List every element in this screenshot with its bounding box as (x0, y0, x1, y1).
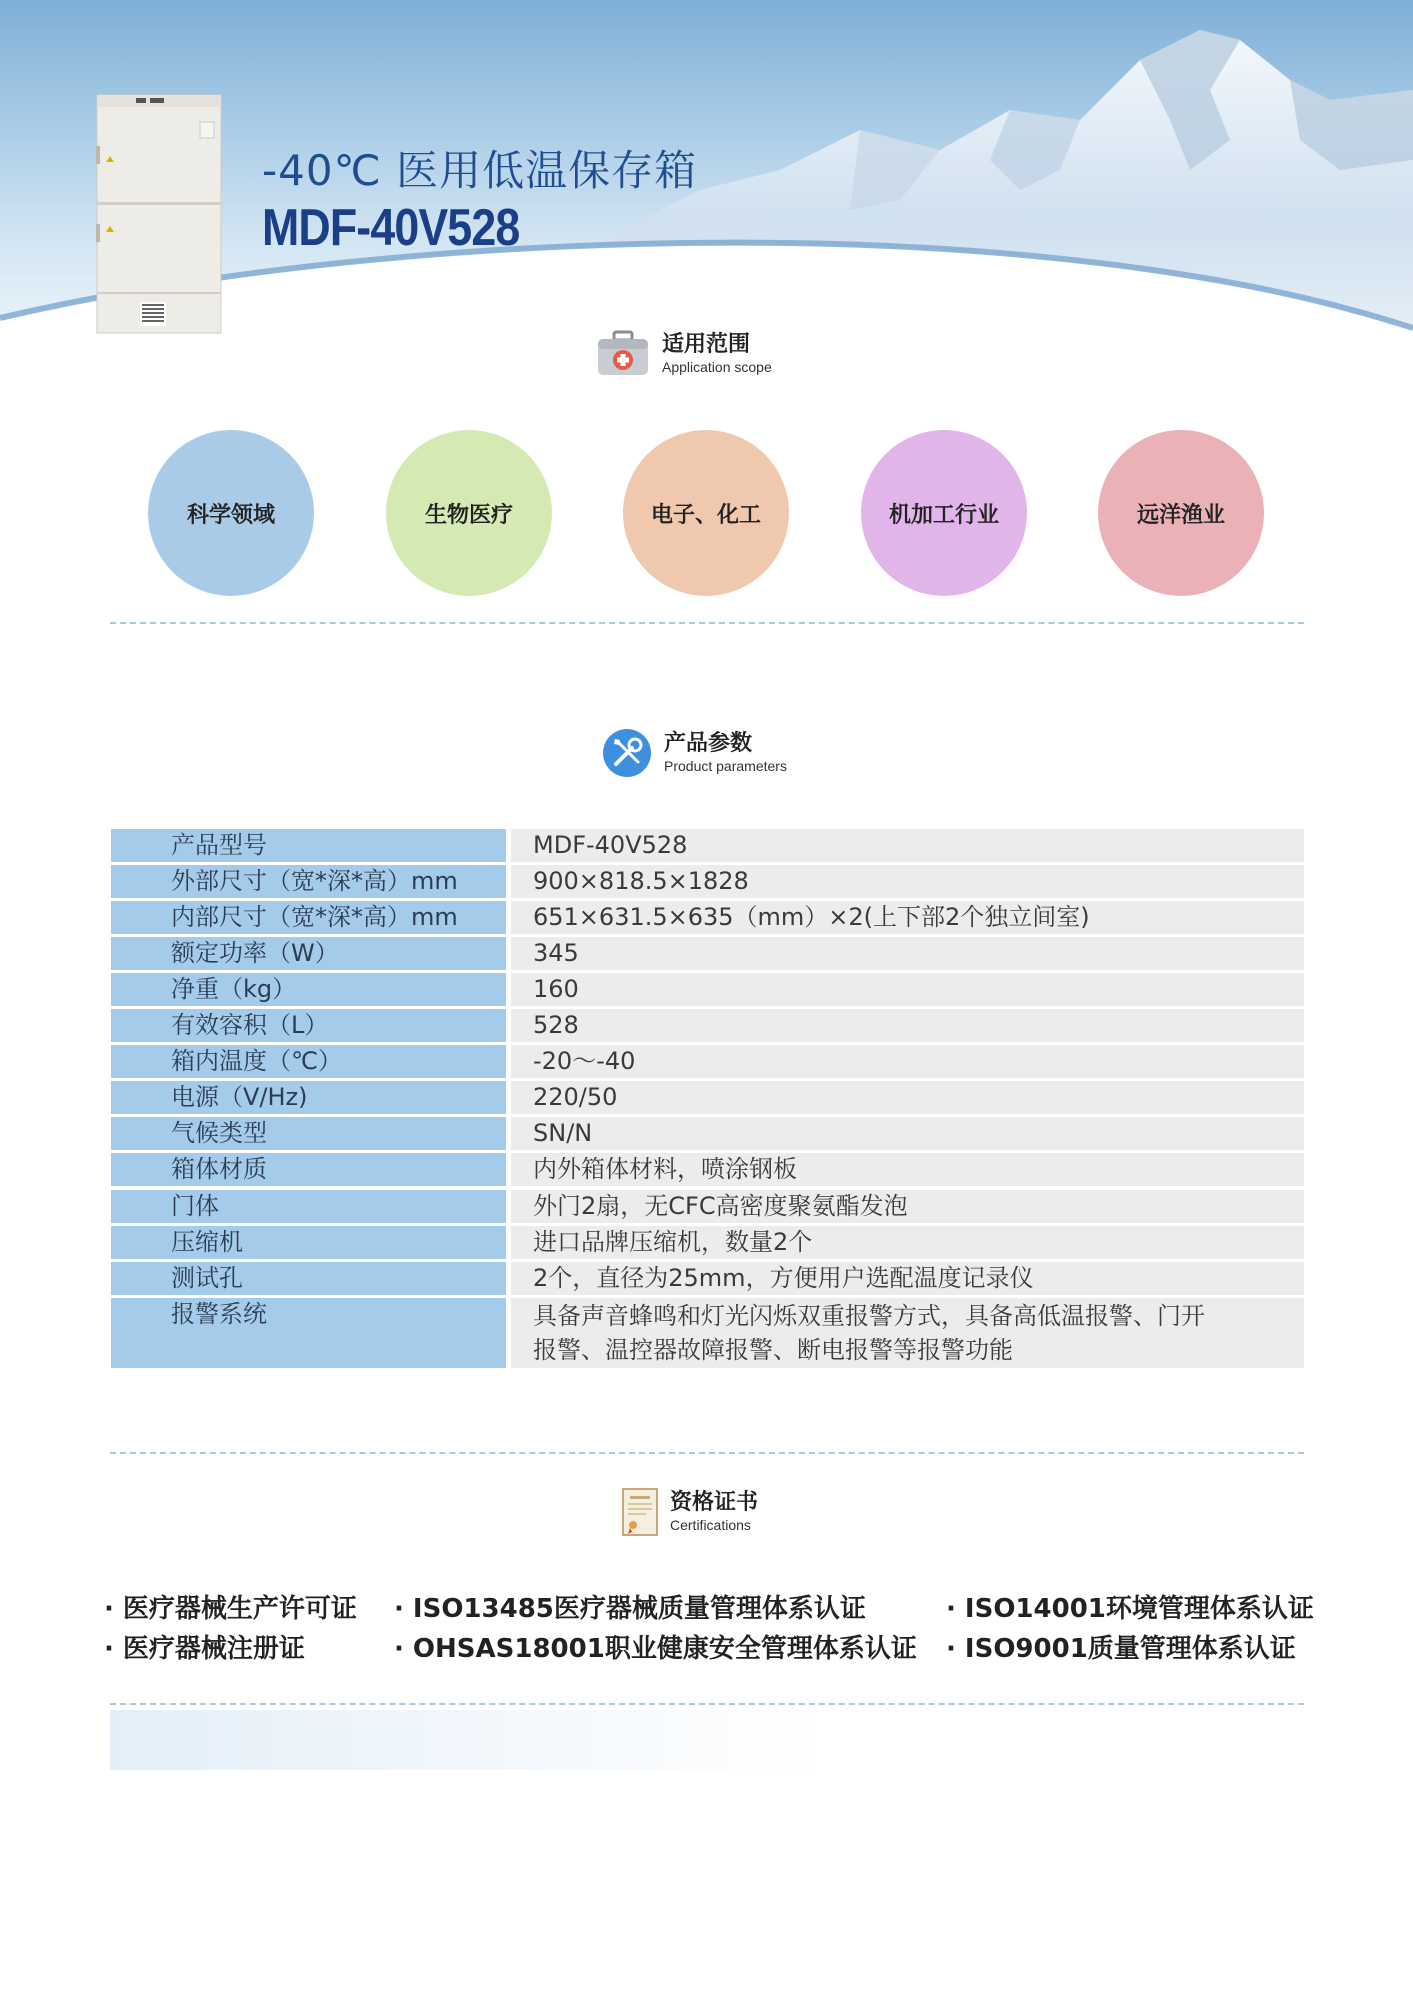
application-circle-fishery: 远洋渔业 (1098, 430, 1264, 596)
certifications-heading-cn: 资格证书 (670, 1490, 759, 1515)
param-label: 外部尺寸（宽*深*高）mm (111, 865, 506, 898)
param-value: 345 (511, 937, 1304, 970)
certifications-heading-en: Certifications (670, 1517, 751, 1533)
cert-item: · ISO9001质量管理体系认证 (946, 1634, 1296, 1664)
table-row (111, 829, 1304, 862)
application-circle-science: 科学领域 (148, 430, 314, 596)
alarm-line-1: 具备声音蜂鸣和灯光闪烁双重报警方式，具备高低温报警、门开 (533, 1302, 1205, 1330)
param-label: 额定功率（W） (111, 937, 506, 970)
medical-kit-icon (596, 330, 650, 378)
param-label: 压缩机 (111, 1226, 506, 1259)
param-label: 箱内温度（℃） (111, 1045, 506, 1078)
application-heading-cn: 适用范围 (662, 332, 751, 357)
param-value: 外门2扇，无CFC高密度聚氨酯发泡 (511, 1190, 1304, 1223)
application-circle-biomedical: 生物医疗 (386, 430, 552, 596)
certifications-heading (622, 1488, 758, 1536)
product-model: MDF-40V528 (262, 199, 520, 257)
cert-item: · ISO14001环境管理体系认证 (946, 1594, 1314, 1624)
table-row (111, 1081, 1304, 1114)
decorative-fade (110, 1710, 1304, 1770)
parameters-heading-cn: 产品参数 (664, 731, 753, 756)
param-label: 报警系统 (111, 1298, 506, 1368)
parameters-heading-en: Product parameters (664, 758, 787, 774)
table-row (111, 937, 1304, 970)
table-row (111, 865, 1304, 898)
param-label: 内部尺寸（宽*深*高）mm (111, 901, 506, 934)
application-heading (596, 330, 772, 378)
header-banner (0, 0, 1413, 350)
application-circle-electronics: 电子、化工 (623, 430, 789, 596)
param-label: 产品型号 (111, 829, 506, 862)
parameters-heading (602, 728, 787, 778)
freezer-product-image (96, 94, 222, 334)
table-row (111, 1262, 1304, 1295)
param-label: 箱体材质 (111, 1153, 506, 1186)
param-value (511, 1298, 1304, 1368)
table-row (111, 1153, 1304, 1186)
divider-2 (110, 1452, 1304, 1454)
tools-icon (602, 728, 652, 778)
param-label: 测试孔 (111, 1262, 506, 1295)
divider-3 (110, 1703, 1304, 1705)
table-row (111, 973, 1304, 1006)
param-label: 有效容积（L） (111, 1009, 506, 1042)
param-value: SN/N (511, 1117, 1304, 1150)
cert-item: · ISO13485医疗器械质量管理体系认证 (394, 1594, 866, 1624)
param-value: 900×818.5×1828 (511, 865, 1304, 898)
param-label: 电源（V/Hz) (111, 1081, 506, 1114)
param-value: 内外箱体材料，喷涂钢板 (511, 1153, 1304, 1186)
table-row (111, 1009, 1304, 1042)
param-value: MDF-40V528 (511, 829, 1304, 862)
param-value: 651×631.5×635（mm）×2(上下部2个独立间室) (511, 901, 1304, 934)
table-row (111, 1190, 1304, 1223)
param-label: 气候类型 (111, 1117, 506, 1150)
param-value: 160 (511, 973, 1304, 1006)
param-value: 进口品牌压缩机，数量2个 (511, 1226, 1304, 1259)
param-value: -20～-40 (511, 1045, 1304, 1078)
param-label: 净重（kg） (111, 973, 506, 1006)
cert-item: · 医疗器械生产许可证 (104, 1594, 357, 1624)
param-value: 528 (511, 1009, 1304, 1042)
table-row-alarm (111, 1298, 1304, 1368)
param-value: 220/50 (511, 1081, 1304, 1114)
table-row (111, 901, 1304, 934)
param-label: 门体 (111, 1190, 506, 1223)
table-row (111, 1226, 1304, 1259)
divider-1 (110, 622, 1304, 624)
application-heading-en: Application scope (662, 359, 772, 375)
application-circle-machining: 机加工行业 (861, 430, 1027, 596)
param-value: 2个，直径为25mm，方便用户选配温度记录仪 (511, 1262, 1304, 1295)
application-circles (148, 430, 1266, 596)
cert-item: · OHSAS18001职业健康安全管理体系认证 (394, 1634, 917, 1664)
product-title: -40℃ 医用低温保存箱 (262, 146, 698, 195)
table-row (111, 1117, 1304, 1150)
parameters-table (111, 829, 1304, 1371)
cert-item: · 医疗器械注册证 (104, 1634, 305, 1664)
alarm-line-2: 报警、温控器故障报警、断电报警等报警功能 (533, 1336, 1013, 1364)
table-row (111, 1045, 1304, 1078)
certificate-icon (622, 1488, 658, 1536)
